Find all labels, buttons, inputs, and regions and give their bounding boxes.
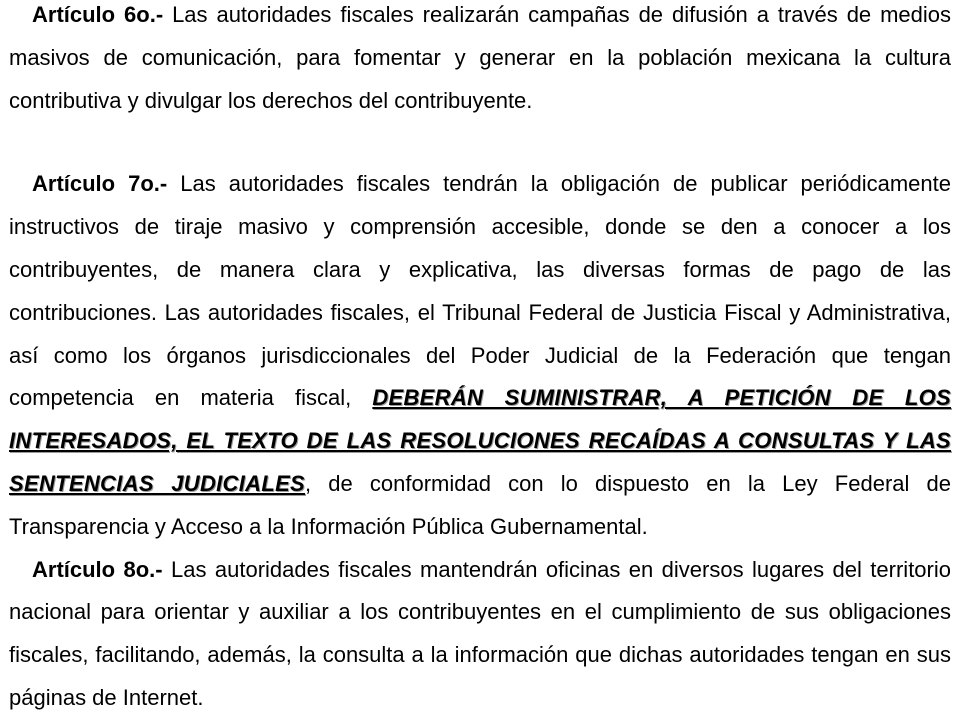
document-page: [9, 0, 951, 720]
article-6-label: Artículo 6o.-: [32, 2, 164, 27]
article-6-text: Las autoridades fiscales realizarán campañas de difusión a través de medios masivos de comunicación, para fomentar y generar en la población mexicana la cultura contributiva y divulgar los derechos del contribuyente.: [9, 2, 952, 113]
article-7-paragraph: [9, 163, 951, 548]
article-7-text-after: , de conformidad con lo dispuesto en la Ley Federal de Transparencia y Acceso a la Información Pública Gubernamental.: [9, 470, 952, 539]
article-7-emphasis: DEBERÁN SUMINISTRAR, A PETICIÓN DE LOS INTERESADOS, EL TEXTO DE LAS RESOLUCIONES RECAÍDAS A CONSULTAS Y LAS SENTENCIAS JUDICIALES: [9, 385, 951, 496]
article-8-text: Las autoridades fiscales mantendrán oficinas en diversos lugares del territorio nacional para orientar y auxiliar a los contribuyentes en el cumplimiento de sus obligaciones fiscales, facilitando, además, la consulta a la información que dichas autoridades tengan en sus páginas de Internet.: [9, 556, 951, 710]
article-6-paragraph: [9, 0, 951, 122]
article-7-label: Artículo 7o.-: [32, 171, 168, 197]
article-8-paragraph: [9, 549, 951, 720]
article-7-text-before: Las autoridades fiscales tendrán la obligación de publicar periódicamente instructivos de tiraje masivo y comprensión accesible, donde se den a conocer a los contribuyentes, de manera clara y explicativa, las diversas formas de pago de las contribuciones. Las autoridades fiscales, el Tribunal Federal de Justicia Fiscal y Administrativa, así como los órganos jurisdiccionales del Poder Judicial de la Federación que tengan competencia en materia fiscal,: [9, 171, 951, 411]
article-8-label: Artículo 8o.-: [32, 556, 163, 582]
